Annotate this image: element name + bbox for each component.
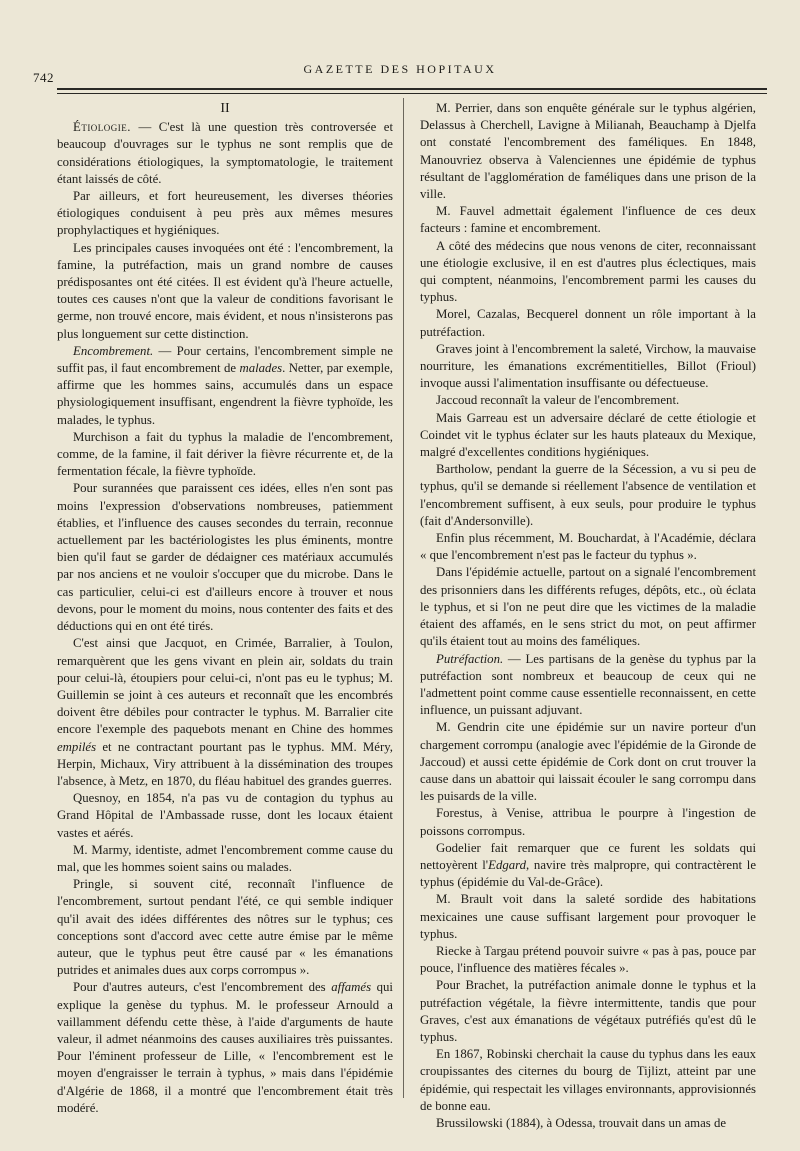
page-number: 742 — [33, 70, 54, 85]
running-title: GAZETTE DES HOPITAUX — [303, 62, 497, 76]
emphasis: malades — [239, 361, 283, 376]
paragraph-text: , navire très malpropre, qui contractèrent le typhus (épidémie du Val-de-Grâce). — [420, 857, 756, 890]
emphasis: affamés — [331, 980, 372, 995]
paragraph: M. Gendrin cite une épidémie sur un navire porteur d'un chargement corrompu (analogie avec l'épidémie de la Gironde de Jaccoud) et aussi cette épidémie de Cork dont on crut trouver la cause dans un abattoir qui laissait écouler le sang corrompu dans les puisards de la ville. — [420, 720, 756, 804]
paragraph: Pour surannées que paraissent ces idées, elles n'en sont pas moins l'expression d'observations nombreuses, patiemment établies, et l'influence des causes secondes du terrain, reconnue actuellement par les bactériologistes les plus éminents, montre bien qu'il faut se garder de dédaigner ces matériaux accumulés par nos anciens et ne vouloir s'occuper que du microbe. Dans le cas particulier, celui-ci est d'ailleurs encore à trouver et nous devons, pour le moment du moins, nous contenter des faits et des déductions qui en ont été tirés. — [57, 481, 393, 634]
paragraph: Enfin plus récemment, M. Bouchardat, à l'Académie, déclara « que l'encombrement n'est pas le facteur du typhus ». — [420, 531, 756, 563]
paragraph-text: Pour d'autres auteurs, c'est l'encombrement des — [73, 980, 332, 995]
paragraph: Riecke à Targau prétend pouvoir suivre « pas à pas, pouce par pouce, l'influence des matières fécales ». — [420, 943, 756, 976]
paragraph: Pour Brachet, la putréfaction animale donne le typhus et la putréfaction végétale, la fièvre intermittente, tandis que pour Graves, c'est aux émanations de végétaux putréfiés qu'est dû le typhus. — [420, 978, 756, 1044]
paragraph — [420, 651, 756, 720]
paragraph-text: — Les partisans de la genèse du typhus par la putréfaction sont nombreux et beaucoup de ceux qui ne l'admettent point comme cause essentielle reconnaissent, en cette influence, un puissant adjuvant. — [420, 651, 756, 718]
paragraph-text: — C'est là une question très controversée et beaucoup d'ouvrages sur le typhus ne sont remplis que de considérations étiologiques, la symptomatologie, le traitement étant laissés de côté. — [57, 120, 393, 186]
paragraph: Brussilowski (1884), à Odessa, trouvait dans un amas de — [436, 1115, 727, 1130]
paragraph: Quesnoy, en 1854, n'a pas vu de contagion du typhus au Grand Hôpital de l'Ambassade russe, dont les locaux étaient vastes et aérés. — [57, 791, 393, 840]
paragraph-lead: Étiologie. — [73, 120, 132, 135]
paragraph: Jaccoud reconnaît la valeur de l'encombrement. — [436, 393, 680, 408]
paragraph-text: et ne contractant pourtant pas le typhus. MM. Méry, Herpin, Michaux, Viry attribuent à la dissémination des troupes l'absence, à Metz, en 1870, du fléau habituel des grandes guerres. — [57, 739, 393, 788]
paragraph: Morel, Cazalas, Becquerel donnent un rôle important à la putréfaction. — [420, 307, 756, 339]
header-rule-thin — [57, 93, 767, 94]
paragraph: Murchison a fait du typhus la maladie de l'encombrement, comme, de la famine, il fait dériver la fièvre récurrente et, de la fermentation fécale, la fièvre typhoïde. — [57, 429, 393, 479]
paragraph: En 1867, Robinski cherchait la cause du typhus dans les eaux croupissantes des citernes du bourg de Tijlizt, atteint par une épidémie, qui respectait les villages environnants, approvisionnés de bonne eau. — [420, 1047, 756, 1113]
paragraph: M. Fauvel admettait également l'influence de ces deux facteurs : famine et encombrement. — [420, 204, 756, 236]
column-divider — [403, 98, 404, 1098]
paragraph-text: C'est ainsi que Jacquot, en Crimée, Barralier, à Toulon, remarquèrent que les gens vivant en plein air, soldats du train pour celui-là, étoupiers pour celui-ci, n'ont pas eu le typhus; M. Guillemin se joint à ces auteurs et reconnaît que les encombrés doivent être débiles pour contracter le typhus. M. Barralier cite encore l'exemple des paquebots menant en Chine des hommes — [57, 636, 393, 737]
paragraph — [57, 343, 393, 429]
paragraph-lead: Encombrement. — [73, 343, 154, 358]
paragraph: A côté des médecins que nous venons de citer, reconnaissant une étiologie exclusive, il en est d'autres plus éclectiques, mais qui comptent, néanmoins, l'encombrement parmi les causes du typhus. — [420, 238, 756, 305]
emphasis: Edgard — [488, 857, 527, 872]
left-column — [57, 100, 393, 1117]
paragraph — [57, 635, 393, 790]
paragraph-text: Godelier fait remarquer que ce furent les soldats qui nettoyèrent l' — [420, 840, 756, 872]
paragraph: Graves joint à l'encombrement la saleté, Virchow, la mauvaise nourriture, les émanations excrémentitielles, Billot (Frioul) invoque aussi l'alimentation insuffisante ou défectueuse. — [420, 341, 756, 391]
header-rule-thick — [57, 88, 767, 90]
paragraph: M. Marmy, identiste, admet l'encombrement comme cause du mal, que les hommes soient sains ou malades. — [57, 842, 393, 874]
paragraph — [420, 840, 756, 892]
paragraph-text: — Pour certains, l'encombrement simple ne suffit pas, il faut encombrement de — [57, 343, 393, 376]
paragraph: Dans l'épidémie actuelle, partout on a signalé l'encombrement des prisonniers dans les différents refuges, dépôts, etc., où éclata le typhus, et si l'on ne peut dire que les victimes de la maladie étaient des affamés, en le sens strict du mot, on peut affirmer qu'ils étaient tout au moins des faméliques. — [420, 565, 756, 649]
paragraph: Les principales causes invoquées ont été : l'encombrement, la famine, la putréfaction, mais un grand nombre de causes prédisposantes ont été citées. Il est évident qu'à l'heure actuelle, toutes ces causes n'ont que la valeur de conditions favorisant le germe, non trouvé encore, mais évident, et nous n'insisterons pas plus longuement sur cette distinction. — [57, 240, 393, 341]
right-column — [420, 100, 756, 1132]
paragraph — [57, 979, 393, 1117]
paragraph: Mais Garreau est un adversaire déclaré de cette étiologie et Coindet vit le typhus éclater sur les hauts plateaux du Mexique, malgré d'excellentes conditions hygiéniques. — [420, 410, 756, 460]
paragraph: Par ailleurs, et fort heureusement, les diverses théories étiologiques conduisent à peu près aux mêmes mesures prophylactiques et hygiéniques. — [57, 189, 393, 238]
paragraph: Bartholow, pendant la guerre de la Sécession, a vu si peu de typhus, qu'il se demande si réellement l'absence de ventilation et l'encombrement suffisent, à eux seuls, pour produire le typhus (fait d'Andersonville). — [420, 462, 756, 528]
paragraph: Forestus, à Venise, attribua le pourpre à l'ingestion de poissons corrompus. — [420, 806, 756, 838]
paragraph — [57, 119, 393, 188]
paragraph: Pringle, si souvent cité, reconnaît l'influence de l'encombrement, surtout pendant l'été, ce qui semble indiquer qu'il avait des idées différentes des nôtres sur le typhus; ces conceptions sont d'accord avec cette autre émise par le même auteur, que le typhus peut être causé par « les émanations putrides et animales dues aux corps corrompus ». — [57, 877, 393, 978]
emphasis: empilés — [57, 739, 97, 754]
paragraph: M. Perrier, dans son enquête générale sur le typhus algérien, Delassus à Cherchell, Lavigne à Milianah, Beauchamp à Djelfa ont constaté l'encombrement des faméliques. En 1848, Manouvriez observa à Valenciennes une épidémie de typhus résultant de l'agglomération de faméliques dans une prison de la ville. — [420, 101, 756, 202]
paragraph-lead: Putréfaction. — [436, 651, 504, 666]
paragraph: M. Brault voit dans la saleté sordide des habitations mexicaines une cause suffisant largement pour provoquer le typhus. — [420, 892, 756, 941]
paragraph-text: qui explique la genèse du typhus. M. le professeur Arnould a vaillamment défendu cette thèse, à l'aide d'arguments de haute valeur, il admet néanmoins des causes auxiliaires très puissantes. Pour l'éminent professeur de Lille, « l'encombrement est le moyen d'engraisser le terrain à typhus, » mais dans l'épidémie d'Algérie de 1868, il a montré que l'encombrement était très modéré. — [57, 980, 393, 1115]
paragraph-text: . Netter, par exemple, affirme que les hommes sains, accumulés dans un espace physiologiquement insuffisant, engendrent la fièvre typhoïde, les malades, le typhus. — [57, 361, 393, 427]
section-number: II — [220, 101, 230, 116]
